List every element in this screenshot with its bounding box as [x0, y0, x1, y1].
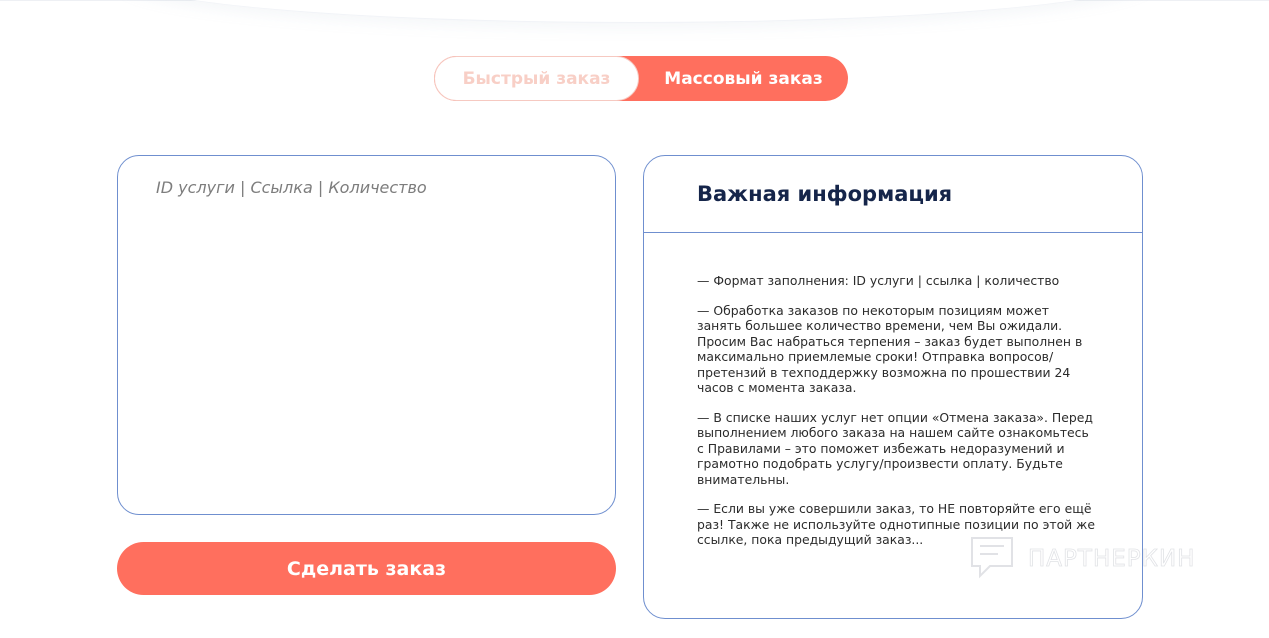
info-body	[697, 273, 1097, 562]
info-paragraph: — Если вы уже совершили заказ, то НЕ повторяйте его ещё раз! Также не используйте однотипные позиции по этой же ссылке, пока предыдущий заказ...	[697, 501, 1095, 547]
info-paragraph: — В списке наших услуг нет опции «Отмена заказа». Перед выполнением любого заказа на нашем сайте ознакомьтесь с Правилами – это поможет избежать недоразумений и грамотно подобрать услугу/произвести оплату. Будьте внимательны.	[697, 409, 1093, 487]
info-title: Важная информация	[697, 182, 953, 206]
mass-order-input-box	[117, 155, 616, 515]
watermark-text: ПАРТНЕРКИН	[1028, 546, 1196, 572]
mass-order-textarea[interactable]	[156, 178, 576, 478]
info-paragraph: — Обработка заказов по некоторым позициям может занять большее количество времени, чем Вы ожидали. Просим Вас набраться терпения – заказ будет выполнен в максимально приемлемые сроки! Отправка вопросов/претензий в техподдержку возможна по прошествии 24 часов с момента заказа.	[697, 302, 1083, 395]
tab-mass-order[interactable]: Массовый заказ	[664, 68, 823, 89]
info-divider	[644, 232, 1142, 233]
order-mode-toggle	[434, 56, 848, 101]
info-paragraph: — Формат заполнения: ID услуги | ссылка | количество	[697, 273, 1060, 288]
speech-bubble-icon	[968, 532, 1018, 586]
make-order-button[interactable]: Сделать заказ	[117, 542, 616, 595]
partnerkin-watermark	[968, 534, 1195, 584]
tab-quick-order[interactable]: Быстрый заказ	[434, 56, 639, 101]
header-arc-decoration	[120, 0, 1150, 23]
